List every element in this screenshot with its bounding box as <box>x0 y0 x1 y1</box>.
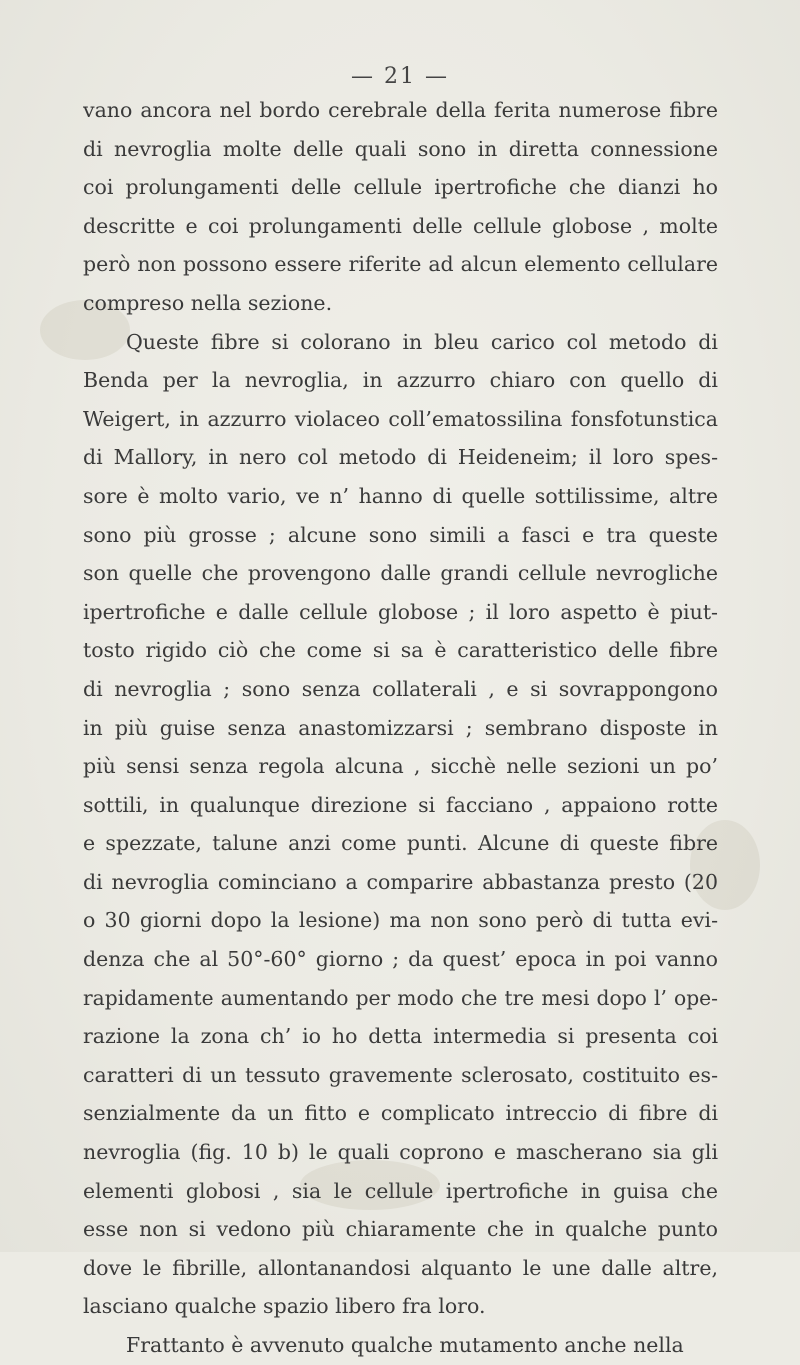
text-line: descritte e coi prolungamenti delle cellule globose , molte <box>83 213 718 238</box>
text-line: lasciano qualche spazio libero fra loro. <box>83 1294 486 1319</box>
text-line: Weigert, in azzurro violaceo coll’ematossilina fonsfotunstica <box>83 406 718 431</box>
text-line: denza che al 50°-60° giorno ; da quest’ epoca in poi vanno <box>83 947 718 972</box>
text-line: in più guise senza anastomizzarsi ; sembrano disposte in <box>83 715 718 740</box>
text-line: o 30 giorni dopo la lesione) ma non sono però di tutta evi- <box>83 908 718 933</box>
text-line: tosto rigido ciò che come si sa è caratteristico delle fibre <box>83 638 718 663</box>
body-text <box>83 91 718 1365</box>
text-line: di nevroglia cominciano a comparire abbastanza presto (20 <box>83 869 718 894</box>
text-line: vano ancora nel bordo cerebrale della ferita numerose fibre <box>83 98 718 122</box>
text-line: Queste fibre si colorano in bleu carico col metodo di <box>126 329 718 354</box>
text-line: però non possono essere riferite ad alcun elemento cellulare <box>83 252 718 277</box>
text-line: esse non si vedono più chiaramente che in qualche punto <box>83 1217 718 1242</box>
text-line: e spezzate, talune anzi come punti. Alcune di queste fibre <box>83 831 718 856</box>
text-line: Frattanto è avvenuto qualche mutamento anche nella <box>126 1333 684 1357</box>
text-line: nevroglia (fig. 10 b) le quali coprono e mascherano sia gli <box>83 1140 718 1165</box>
text-line: di nevroglia ; sono senza collaterali , e si sovrappongono <box>83 676 718 701</box>
text-line: caratteri di un tessuto gravemente sclerosato, costituito es- <box>83 1062 718 1087</box>
text-line: rapidamente aumentando per modo che tre mesi dopo l’ ope- <box>83 985 718 1010</box>
text-line: di nevroglia molte delle quali sono in diretta connessione <box>83 136 718 161</box>
text-line: dove le fibrille, allontanandosi alquanto le une dalle altre, <box>83 1255 718 1280</box>
text-line: di Mallory, in nero col metodo di Heideneim; il loro spes- <box>83 445 718 470</box>
text-line: son quelle che provengono dalle grandi cellule nevrogliche <box>83 561 718 586</box>
page-number: — 21 — <box>351 64 449 89</box>
text-line: senzialmente da un fitto e complicato intreccio di fibre di <box>83 1101 718 1126</box>
text-line: sore è molto vario, ve n’ hanno di quelle sottilissime, altre <box>83 483 718 508</box>
text-line: compreso nella sezione. <box>83 290 333 315</box>
text-line: sottili, in qualunque direzione si facciano , appaiono rotte <box>83 792 718 817</box>
text-line: razione la zona ch’ io ho detta intermedia si presenta coi <box>83 1024 718 1049</box>
text-line: ipertrofiche e dalle cellule globose ; il loro aspetto è piut- <box>83 599 718 624</box>
text-line: più sensi senza regola alcuna , sicchè nelle sezioni un po’ <box>83 754 718 779</box>
text-line: elementi globosi , sia le cellule ipertrofiche in guisa che <box>83 1178 718 1203</box>
text-line: coi prolungamenti delle cellule ipertrofiche che dianzi ho <box>83 175 718 200</box>
text-line: Benda per la nevroglia, in azzurro chiaro con quello di <box>83 368 718 393</box>
text-line: sono più grosse ; alcune sono simili a fasci e tra queste <box>83 522 718 547</box>
